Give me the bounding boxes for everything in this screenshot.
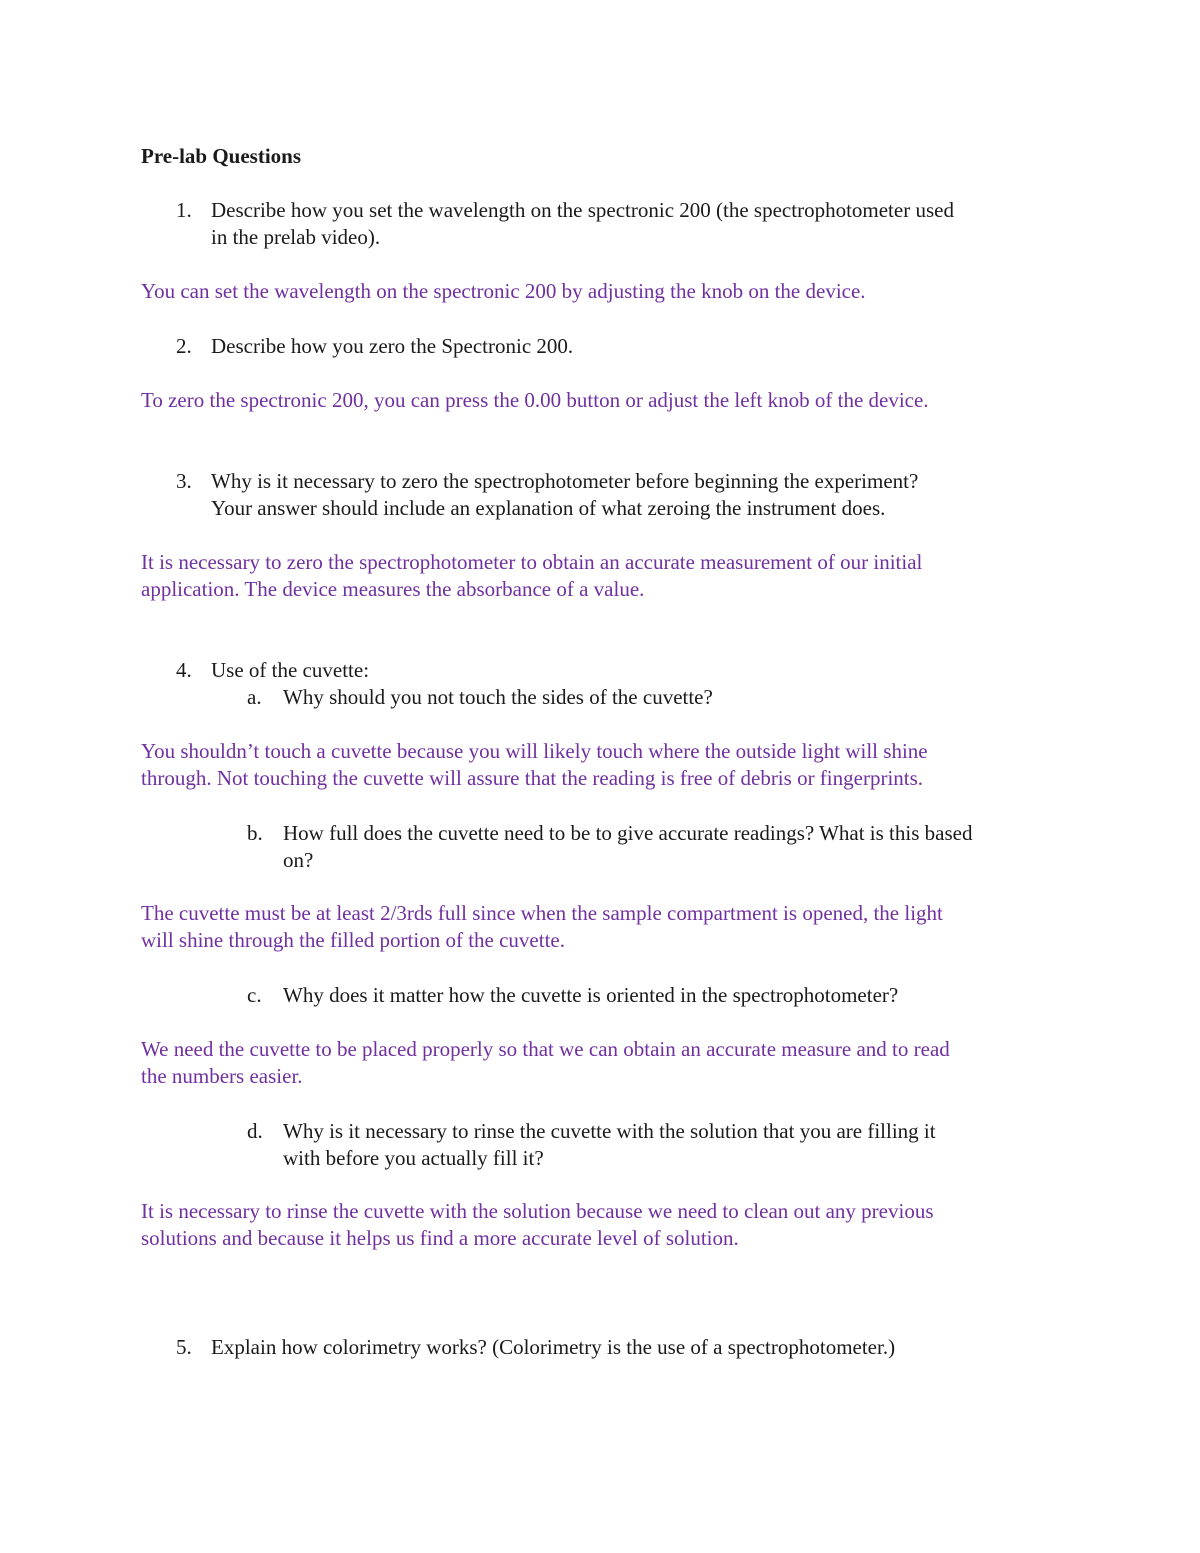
question-3-number: 3.: [176, 469, 192, 493]
question-4d-line-2: with before you actually fill it?: [283, 1146, 544, 1170]
answer-4c-line-1: We need the cuvette to be placed properly so that we can obtain an accurate measure and to read: [141, 1037, 950, 1061]
question-1-number: 1.: [176, 198, 192, 222]
answer-4a-line-2: through. Not touching the cuvette will assure that the reading is free of debris or fingerprints.: [141, 766, 924, 790]
question-4c-line-1: Why does it matter how the cuvette is oriented in the spectrophotometer?: [283, 983, 899, 1007]
answer-4d-line-1: It is necessary to rinse the cuvette with the solution because we need to clean out any previous: [141, 1199, 934, 1223]
answer-1-line-1: You can set the wavelength on the spectronic 200 by adjusting the knob on the device.: [141, 279, 866, 303]
question-3-line-2: Your answer should include an explanation of what zeroing the instrument does.: [211, 496, 886, 520]
question-4b-line-2: on?: [283, 848, 314, 872]
question-4a-line-1: Why should you not touch the sides of the cuvette?: [283, 685, 713, 709]
question-4c-letter: c.: [247, 983, 262, 1007]
question-4d-line-1: Why is it necessary to rinse the cuvette with the solution that you are filling it: [283, 1119, 936, 1143]
question-2-number: 2.: [176, 334, 192, 358]
page-title: Pre-lab Questions: [141, 144, 302, 168]
answer-4a-line-1: You shouldn’t touch a cuvette because you will likely touch where the outside light will shine: [141, 739, 928, 763]
question-5-line-1: Explain how colorimetry works? (Colorimetry is the use of a spectrophotometer.): [211, 1335, 896, 1359]
question-4-line-1: Use of the cuvette:: [211, 658, 370, 682]
question-4-number: 4.: [176, 658, 192, 682]
question-4a-letter: a.: [247, 685, 262, 709]
answer-4d-line-2: solutions and because it helps us find a more accurate level of solution.: [141, 1226, 739, 1250]
question-4b-line-1: How full does the cuvette need to be to give accurate readings? What is this based: [283, 821, 973, 845]
answer-4b-line-2: will shine through the filled portion of the cuvette.: [141, 928, 565, 952]
answer-3-line-1: It is necessary to zero the spectrophotometer to obtain an accurate measurement of our initial: [141, 550, 923, 574]
question-3-line-1: Why is it necessary to zero the spectrophotometer before beginning the experiment?: [211, 469, 919, 493]
question-1-line-1: Describe how you set the wavelength on the spectronic 200 (the spectrophotometer used: [211, 198, 954, 222]
answer-4c-line-2: the numbers easier.: [141, 1064, 303, 1088]
answer-3-line-2: application. The device measures the absorbance of a value.: [141, 577, 645, 601]
answer-2-line-1: To zero the spectronic 200, you can press the 0.00 button or adjust the left knob of the device.: [141, 388, 929, 412]
question-2-line-1: Describe how you zero the Spectronic 200.: [211, 334, 574, 358]
question-1-line-2: in the prelab video).: [211, 225, 381, 249]
question-5-number: 5.: [176, 1335, 192, 1359]
answer-4b-line-1: The cuvette must be at least 2/3rds full since when the sample compartment is opened, the light: [141, 901, 943, 925]
question-4d-letter: d.: [247, 1119, 263, 1143]
question-4b-letter: b.: [247, 821, 263, 845]
